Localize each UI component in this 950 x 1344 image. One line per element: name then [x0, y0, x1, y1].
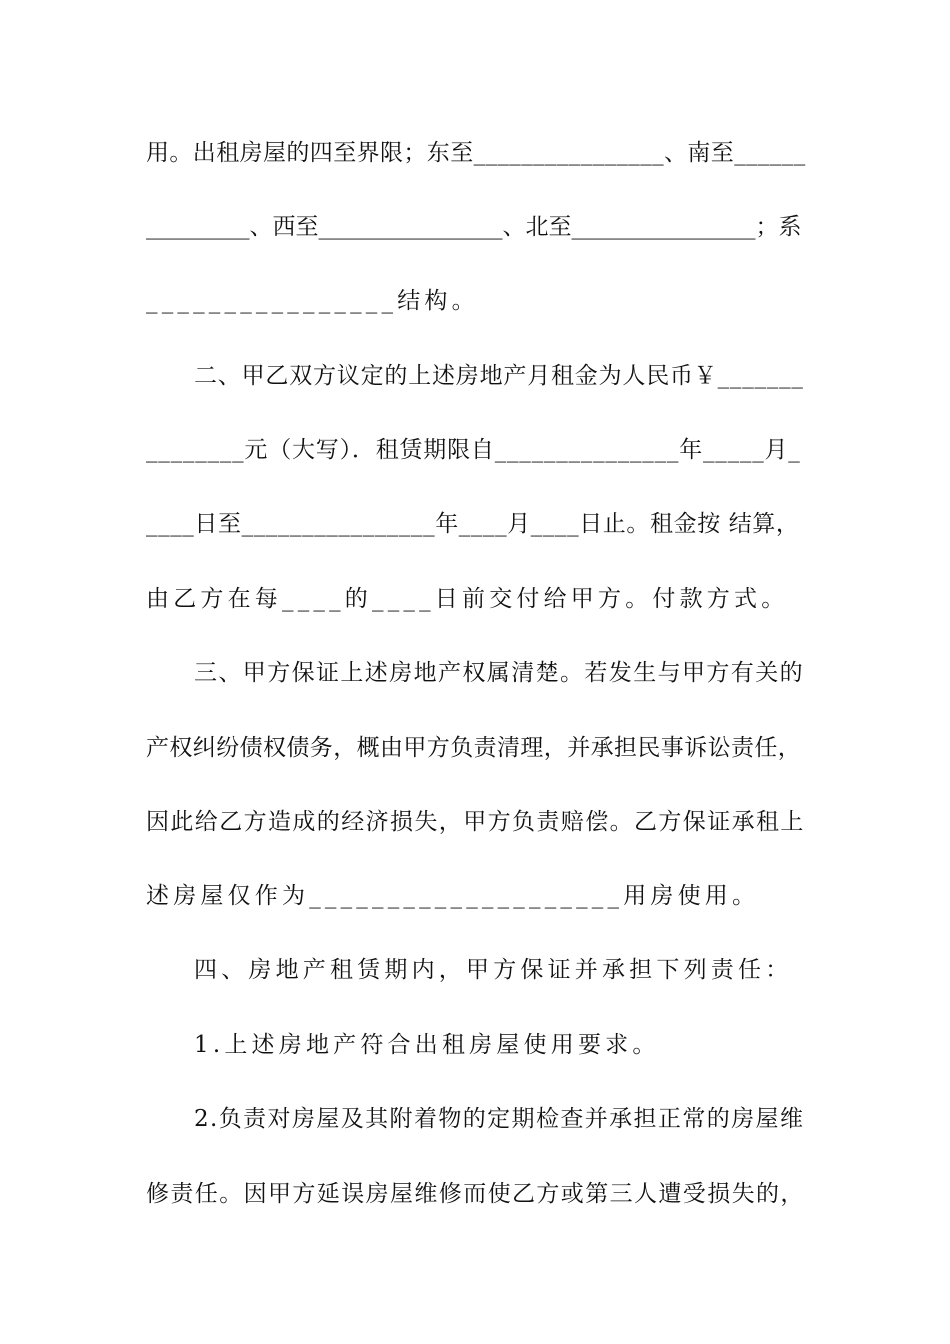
section-two-heading-line: 二、甲乙双方议定的上述房地产月租金为人民币￥_______	[194, 363, 804, 389]
text-line: ________元（大写）．租赁期限自_______________年_____月_	[146, 437, 801, 463]
text-line: ____日至________________年____月____日止。租金按 结算，	[146, 511, 800, 537]
list-item-1: 1.上述房地产符合出租房屋使用要求。	[194, 1032, 660, 1058]
list-item-2: 2.负责对房屋及其附着物的定期检查并承担正常的房屋维	[194, 1106, 805, 1132]
text-line: 修责任。因甲方延误房屋维修而使乙方或第三人遭受损失的，	[146, 1181, 805, 1207]
text-line: 用。出租房屋的四至界限；东至________________、南至______	[146, 140, 806, 166]
text-line: 由乙方在每____的____日前交付给甲方。付款方式。	[146, 586, 789, 612]
section-four-heading-line: 四、房地产租赁期内，甲方保证并承担下列责任：	[194, 957, 793, 983]
section-three-heading-line: 三、甲方保证上述房地产权属清楚。若发生与甲方有关的	[194, 660, 804, 686]
text-line: 因此给乙方造成的经济损失，甲方负责赔偿。乙方保证承租上	[146, 809, 805, 835]
text-line: ________________结构。	[146, 288, 479, 314]
text-line: 述房屋仅作为____________________用房使用。	[146, 883, 760, 909]
text-line: 产权纠纷债权债务，概由甲方负责清理，并承担民事诉讼责任，	[146, 735, 802, 761]
text-line: _________、西至________________、北至________________；系	[146, 214, 802, 240]
